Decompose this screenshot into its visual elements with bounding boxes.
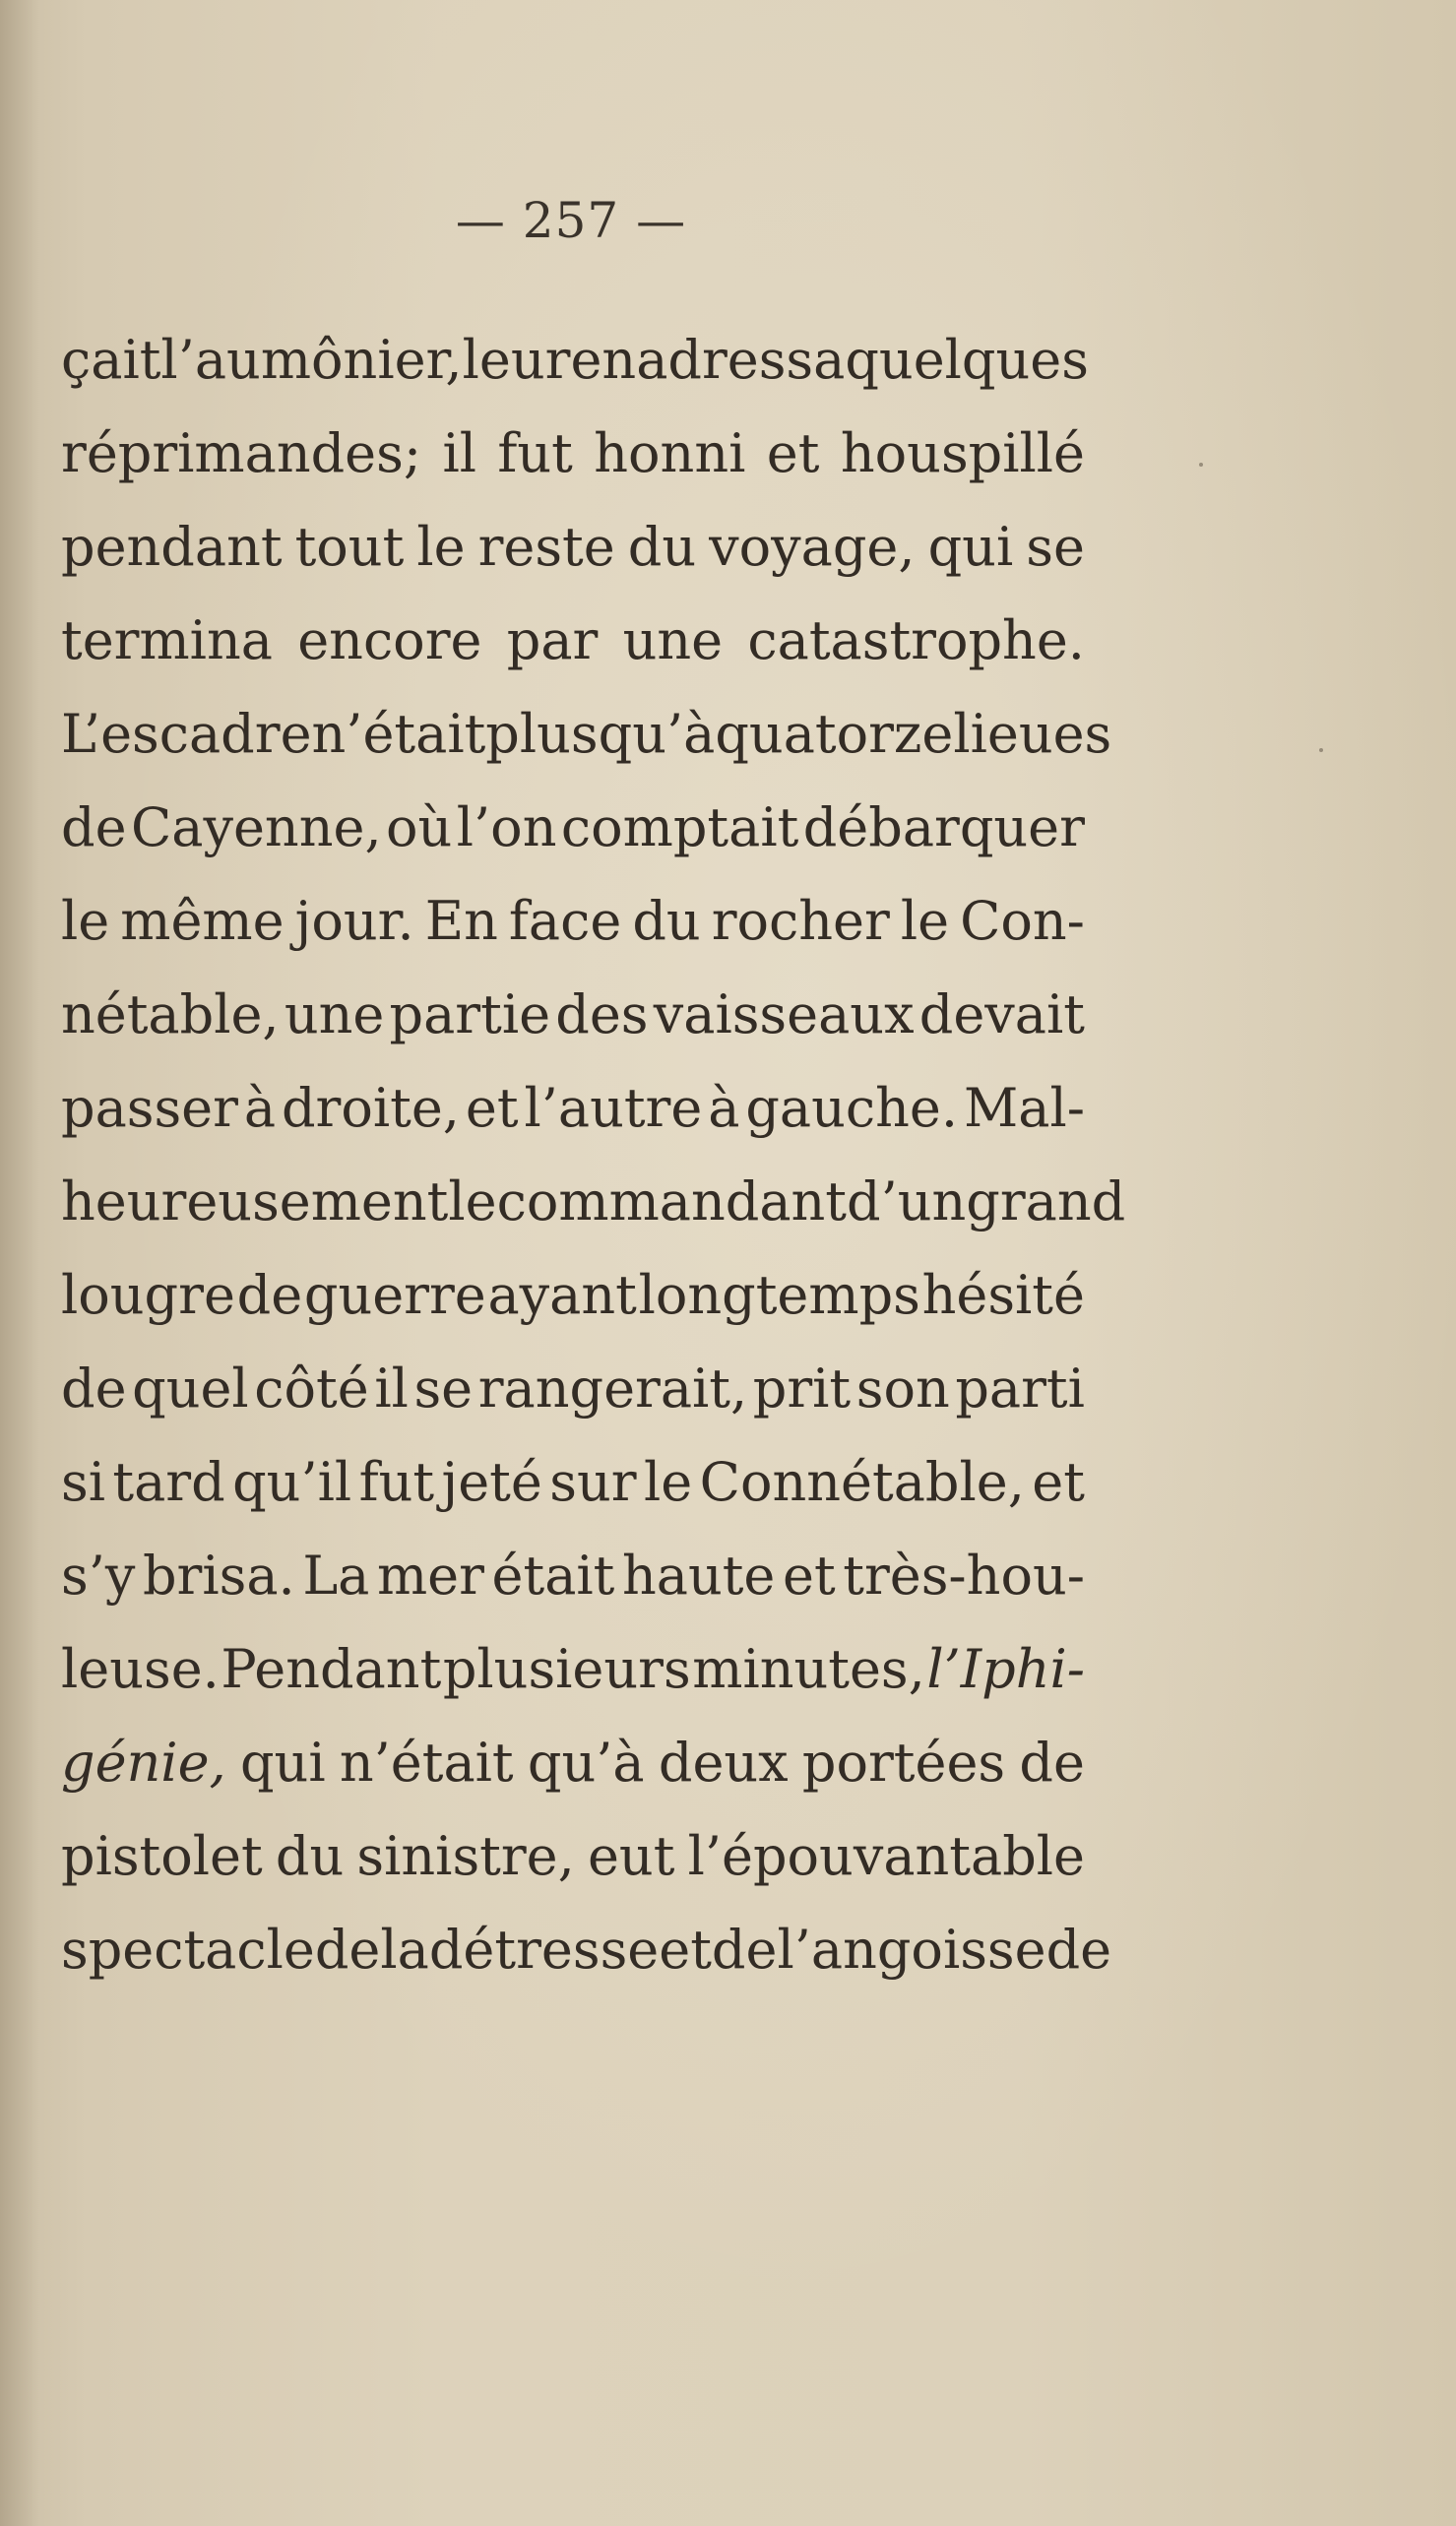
word: parti [955,1358,1085,1420]
word: l’autre [524,1077,703,1139]
word: fut [358,1451,435,1513]
word: à [708,1077,740,1139]
word: une [284,983,385,1045]
word: encore [297,609,482,671]
word: L’escadre [61,703,312,765]
word: guerre [303,1264,486,1326]
word: face [508,890,622,952]
word: détresse [428,1919,660,1981]
word: qui [239,1732,326,1794]
text-line [61,1342,1085,1435]
word: très-hou- [843,1545,1085,1607]
text-line [61,1435,1085,1529]
word: longtemps [638,1264,920,1326]
text-line [61,1061,1085,1155]
word: eut [587,1825,675,1887]
body-text [61,313,1126,1996]
word: pistolet [61,1825,263,1887]
word: n’était [339,1732,514,1794]
word: plusieurs [442,1638,691,1700]
word: de [61,796,127,858]
word: son [855,1358,950,1420]
word: l’aumônier, [160,329,463,391]
word: ayant [487,1264,637,1326]
word: si [61,1451,105,1513]
word: qu’à [598,703,716,765]
word: droite, [281,1077,460,1139]
word: par [506,609,599,671]
text-line [61,781,1085,874]
word: à [243,1077,277,1139]
word: lougre [61,1264,235,1326]
word: était [491,1545,615,1607]
word: comptait [560,796,799,858]
word: il [374,1358,409,1420]
word: de [314,1919,381,1981]
word: la [380,1919,429,1981]
word: une [622,609,724,671]
word: et [659,1919,712,1981]
word: et [465,1077,519,1139]
word: commandant [496,1170,847,1232]
word: le [448,1170,497,1232]
text-line [61,687,1112,781]
word: qu’il [232,1451,352,1513]
word: gauche. [745,1077,959,1139]
word: de [61,1358,127,1420]
word: Pendant [221,1638,442,1700]
word: quel [132,1358,249,1420]
paper-speck [1319,748,1323,752]
word: pendant [61,516,283,578]
word: qui [927,516,1014,578]
word: brisa. [142,1545,295,1607]
word: jeté [441,1451,542,1513]
word: l’on [456,796,557,858]
word: Connétable, [699,1451,1025,1513]
word: de [1019,1732,1085,1794]
text-line [61,1903,1112,1996]
word: et [766,422,820,484]
word: génie, [61,1732,226,1794]
word: n’était [311,703,486,765]
word: il [442,422,476,484]
word: se [413,1358,474,1420]
word: de [236,1264,303,1326]
word: côté [254,1358,369,1420]
word: honni [594,422,746,484]
word: En [424,890,498,952]
word: quatorze [715,703,954,765]
word: où [386,796,453,858]
word: prit [752,1358,852,1420]
word: catastrophe. [747,609,1085,671]
word: rocher [711,890,890,952]
text-line [61,407,1085,500]
word: quelques [845,329,1089,391]
text-line [61,1155,1126,1248]
word: Cayenne, [130,796,382,858]
word: tout [294,516,405,578]
word: du [632,890,701,952]
word: vaisseaux [653,983,915,1045]
text-line [61,874,1085,968]
word: de [711,1919,778,1981]
word: spectacle [61,1919,315,1981]
word: minutes, [692,1638,925,1700]
word: de [1045,1919,1112,1981]
page-number: — 257 — [455,192,687,249]
word: hésité [921,1264,1085,1326]
word: leuse. [61,1638,220,1700]
word: et [1032,1451,1085,1513]
word: du [627,516,697,578]
word: tard [112,1451,225,1513]
word: reste [477,516,615,578]
text-line [61,1529,1085,1622]
text-line [61,500,1085,594]
paper-speck [1199,463,1203,467]
word: voyage, [709,516,916,578]
word: nétable, [61,983,280,1045]
word: s’y [61,1545,136,1607]
word: réprimandes; [61,422,422,484]
word: houspillé [840,422,1085,484]
word: même [120,890,285,952]
binding-shadow [0,0,39,2526]
word: leur [462,329,571,391]
word: le [416,516,466,578]
word: en [570,329,637,391]
word: l’angoisse [777,1919,1046,1981]
text-line [61,1809,1085,1903]
word: rangerait, [477,1358,748,1420]
word: mer [376,1545,484,1607]
word: portées [801,1732,1006,1794]
word: le [900,890,950,952]
word: l’Iphi- [926,1638,1085,1700]
word: heureusement [61,1170,449,1232]
word: plus [485,703,599,765]
text-line [61,1622,1085,1716]
word: fut [497,422,573,484]
text-line [61,1716,1085,1809]
word: passer [61,1077,238,1139]
word: çait [61,329,161,391]
word: lieues [953,703,1112,765]
word: termina [61,609,273,671]
word: le [61,890,110,952]
word: sur [549,1451,637,1513]
word: l’épouvantable [687,1825,1085,1887]
word: haute [621,1545,776,1607]
word: grand [966,1170,1126,1232]
word: du [275,1825,345,1887]
word: La [302,1545,370,1607]
word: qu’à [527,1732,645,1794]
word: partie [389,983,551,1045]
word: jour. [294,890,414,952]
text-line [61,1248,1085,1342]
word: Con- [960,890,1085,952]
word: se [1026,516,1085,578]
word: sinistre, [356,1825,575,1887]
word: deux [658,1732,789,1794]
text-line [61,594,1085,687]
word: devait [918,983,1085,1045]
word: des [555,983,649,1045]
word: et [782,1545,836,1607]
word: d’un [847,1170,967,1232]
word: adressa [636,329,846,391]
word: Mal- [963,1077,1085,1139]
text-line [61,968,1085,1061]
word: le [644,1451,693,1513]
text-line [61,313,1089,407]
word: débarquer [802,796,1085,858]
